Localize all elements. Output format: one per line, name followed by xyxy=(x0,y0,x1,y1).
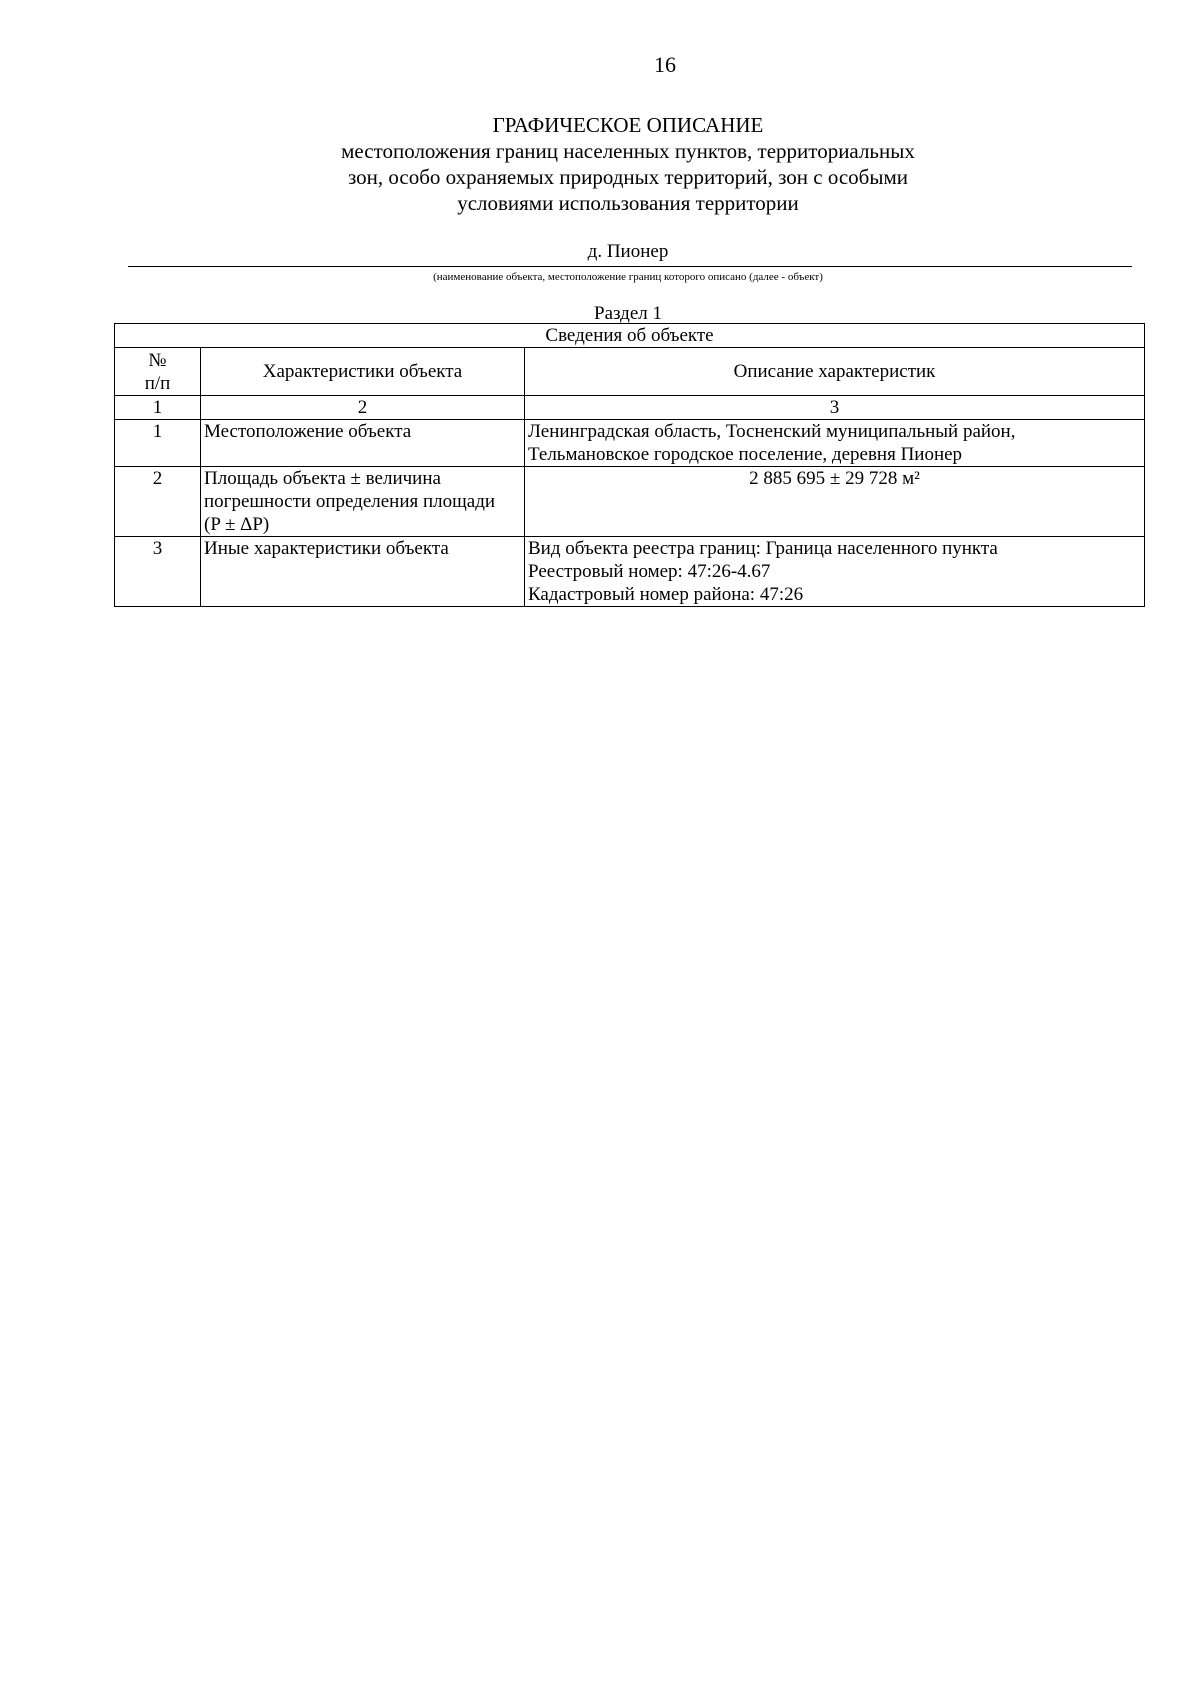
cell-line: погрешности определения площади xyxy=(204,491,496,512)
object-name-underline xyxy=(128,266,1132,267)
document-subtitle-line: местоположения границ населенных пунктов, территориальных xyxy=(341,139,915,163)
cell-line: Площадь объекта ± величина xyxy=(204,468,441,489)
row-description xyxy=(525,537,1145,607)
table-row xyxy=(115,420,1145,467)
table-row xyxy=(115,537,1145,607)
table-title-row xyxy=(115,324,1145,348)
document-subtitle-line: зон, особо охраняемых природных территорий, зон с особыми xyxy=(347,165,909,189)
header-num-line: № xyxy=(148,349,167,371)
section-label: Раздел 1 xyxy=(594,303,662,324)
cell-line: Иные характеристики объекта xyxy=(204,538,449,559)
cell-line: Реестровый номер: 47:26-4.67 xyxy=(528,561,771,582)
row-characteristic xyxy=(201,537,525,607)
object-info-table xyxy=(114,323,1145,607)
cell-line: Ленинградская область, Тосненский муниципальный район, xyxy=(528,421,1016,442)
cell-line: Вид объекта реестра границ: Граница населенного пункта xyxy=(528,538,998,559)
table-title: Сведения об объекте xyxy=(115,324,1145,348)
column-number: 1 xyxy=(115,396,201,420)
header-description: Описание характеристик xyxy=(525,348,1145,396)
column-number: 2 xyxy=(201,396,525,420)
row-description xyxy=(525,420,1145,467)
document-heading xyxy=(0,112,1200,216)
table-row xyxy=(115,467,1145,537)
column-number-row xyxy=(115,396,1145,420)
cell-line: Местоположение объекта xyxy=(204,421,412,442)
row-characteristic xyxy=(201,467,525,537)
document-title: ГРАФИЧЕСКОЕ ОПИСАНИЕ xyxy=(492,113,764,137)
table-header-row xyxy=(115,348,1145,396)
header-characteristics: Характеристики объекта xyxy=(201,348,525,396)
row-num: 1 xyxy=(115,420,201,467)
row-num: 2 xyxy=(115,467,201,537)
cell-line: (P ± ΔP) xyxy=(204,514,270,535)
row-num: 3 xyxy=(115,537,201,607)
object-name: д. Пионер xyxy=(587,241,669,262)
column-number: 3 xyxy=(525,396,1145,420)
header-num xyxy=(115,348,201,396)
row-characteristic xyxy=(201,420,525,467)
cell-line: Кадастровый номер района: 47:26 xyxy=(528,584,804,605)
row-description xyxy=(525,467,1145,537)
cell-line: Тельмановское городское поселение, деревня Пионер xyxy=(528,444,963,465)
header-num-line: п/п xyxy=(144,372,171,394)
document-subtitle-line: условиями использования территории xyxy=(457,191,799,215)
object-name-caption: (наименование объекта, местоположение границ которого описано (далее - объект) xyxy=(433,271,823,283)
page-number: 16 xyxy=(654,52,676,77)
cell-line: 2 885 695 ± 29 728 м² xyxy=(749,468,920,489)
